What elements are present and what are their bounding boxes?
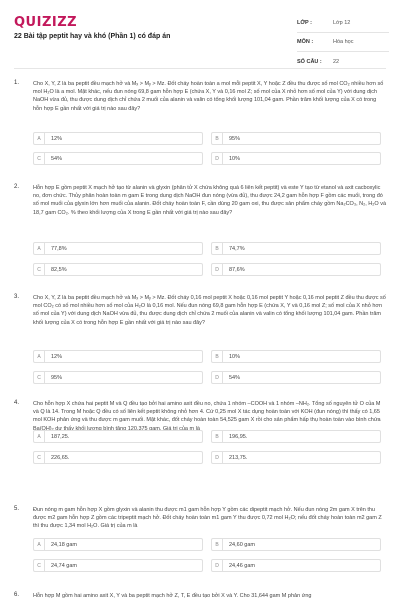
question-text: Hỗn hợp M gồm hai amino axit X, Y và ba peptit mạch hở Z, T, E đều tạo bởi X và Y. Cho 31,644 gam M phản ứng [33, 593, 312, 599]
answer-option-c[interactable] [33, 152, 203, 165]
option-text: 87,6% [229, 266, 245, 273]
answer-option-b[interactable] [211, 132, 381, 145]
option-letter: A [34, 431, 45, 442]
option-text: 213,75. [229, 454, 248, 461]
option-text: 10% [229, 155, 241, 162]
option-letter: B [212, 539, 223, 550]
answer-option-b[interactable] [211, 538, 381, 551]
option-text: 54% [229, 374, 241, 381]
answer-option-c[interactable] [33, 451, 203, 464]
answer-option-b[interactable] [211, 350, 381, 363]
option-text: 95% [51, 374, 63, 381]
option-letter: D [212, 264, 223, 275]
question-number: 3. [14, 294, 20, 300]
option-letter: A [34, 243, 45, 254]
question-number: 6. [14, 592, 20, 598]
answer-option-a[interactable] [33, 132, 203, 145]
meta-label: LỚP : [297, 20, 312, 26]
question-number: 1. [14, 80, 20, 86]
option-text: 74,7% [229, 245, 245, 252]
meta-value: Lớp 12 [333, 20, 351, 26]
question-text: Đun nóng m gam hỗn hợp X gồm glyxin và alanin thu được m1 gam hỗn hợp Y gồm các dipeptit mạch hở. Nếu đun nóng 2m gam X trên thu được m2 gam hỗn hợp Z gồm các tripeptit mạch hở. Đốt cháy hoàn toàn m1 gam Y thu được 0,72 mol H₂O; nếu đốt cháy hoàn toàn m2 gam Z thì thu được 1,34 mol H₂O. Giá trị của m là [33, 507, 382, 530]
option-text: 12% [51, 135, 63, 142]
answer-option-a[interactable] [33, 242, 203, 255]
answer-option-d[interactable] [211, 152, 381, 165]
answer-option-c[interactable] [33, 559, 203, 572]
question-text: Hỗn hợp E gồm peptit X mạch hở tạo từ alanin và glyxin (phân tử X chứa không quá 6 liên kết peptit) và este Y tạo từ etanol và axit cacboxylic no, đơn chức. Thủy phân hoàn toàn m gam E trong dung dịch NaOH đun nóng (vừa đủ), thu được 24,2 gam hỗn hợp F gồm các muối, trong đó số mol muối của glyxin lớn hơn muối của alanin. Đốt cháy hoàn toàn F, cần dùng 20 gam oxi, thu được sản phẩm cháy gồm Na₂CO₃, N₂, H₂O và 18,7 gam CO₂. % theo khối lượng của X trong E gần nhất với giá trị nào sau đây? [33, 185, 387, 216]
option-text: 95% [229, 135, 241, 142]
option-text: 196,95. [229, 433, 248, 440]
answer-option-a[interactable] [33, 430, 203, 443]
answer-option-c[interactable] [33, 371, 203, 384]
answer-option-c[interactable] [33, 263, 203, 276]
option-text: 24,46 gam [229, 562, 255, 569]
option-text: 54% [51, 155, 63, 162]
option-letter: C [34, 153, 45, 164]
answer-option-d[interactable] [211, 263, 381, 276]
option-text: 10% [229, 353, 241, 360]
option-letter: D [212, 153, 223, 164]
meta-label: MÔN : [297, 39, 314, 45]
quizizz-logo: QUIZIZZ [14, 15, 78, 30]
option-text: 226,65. [51, 454, 70, 461]
question-number: 5. [14, 506, 20, 512]
option-letter: A [34, 351, 45, 362]
option-letter: A [34, 539, 45, 550]
question-text: Cho X, Y, Z là ba peptit đều mạch hở và Mₓ > Mᵧ > Mz. Đốt cháy hoàn toàn a mol mỗi peptit X, Y hoặc Z đều thu được số mol CO₂ nhiều hơn số mol H₂O là a mol. Mặt khác, nếu đun nóng 69,8 gam hỗn hợp E (chứa X, Y và 0,16 mol Z; số mol của X nhỏ hơn số mol của Y) với dung dịch NaOH vừa đủ, thu được dung dịch chỉ chứa 2 muối của alanin và valin có tổng khối lượng 101,04 gam. Phần trăm khối lượng của X có trong hỗn hợp E gần nhất với giá trị nào sau đây? [33, 81, 384, 112]
answer-option-a[interactable] [33, 538, 203, 551]
option-letter: C [34, 264, 45, 275]
header-divider [14, 68, 386, 69]
option-letter: B [212, 133, 223, 144]
option-text: 82,5% [51, 266, 67, 273]
option-letter: B [212, 431, 223, 442]
meta-row-class [297, 14, 389, 33]
meta-row-subject [297, 33, 389, 52]
option-text: 24,74 gam [51, 562, 77, 569]
answer-option-d[interactable] [211, 451, 381, 464]
option-text: 24,18 gam [51, 541, 77, 548]
option-letter: A [34, 133, 45, 144]
option-text: 12% [51, 353, 63, 360]
page-title: 22 Bài tập peptit hay và khó (Phần 1) có đáp án [14, 33, 171, 40]
worksheet-meta [297, 14, 389, 71]
meta-value: Hóa học [333, 39, 354, 45]
option-text: 187,25. [51, 433, 70, 440]
answer-option-b[interactable] [211, 430, 381, 443]
option-letter: D [212, 560, 223, 571]
option-letter: D [212, 452, 223, 463]
question-number: 4. [14, 400, 20, 406]
option-letter: D [212, 372, 223, 383]
answer-option-b[interactable] [211, 242, 381, 255]
question-number: 2. [14, 184, 20, 190]
option-letter: B [212, 351, 223, 362]
option-letter: C [34, 560, 45, 571]
answer-option-a[interactable] [33, 350, 203, 363]
option-letter: B [212, 243, 223, 254]
option-text: 77,8% [51, 245, 67, 252]
question-text: Cho X, Y, Z là ba peptit đều mạch hở và Mₓ > Mᵧ > Mz. Đốt cháy 0,16 mol peptit X hoặc 0,16 mol peptit Y hoặc 0,16 mol peptit Z đều thu được số mol CO₂ có số mol nhiều hơn số mol của H₂O là 0,16 mol. Nếu đun nóng 69,8 gam hỗn hợp E (chứa X, Y và 0,16 mol Z; số mol của X nhỏ hơn số mol của Y) với dung dịch NaOH vừa đủ, thu được dung dịch chỉ chứa 2 muối của alanin và valin có tổng khối lượng 101,04 gam. Phần trăm khối lượng của X có trong hỗn hợp E gần nhất với giá trị nào sau đây? [33, 295, 386, 326]
option-text: 24,60 gam [229, 541, 255, 548]
answer-option-d[interactable] [211, 559, 381, 572]
meta-value: 22 [333, 58, 340, 65]
meta-label: SỐ CÂU : [297, 58, 322, 65]
answer-option-d[interactable] [211, 371, 381, 384]
question-text: Cho hỗn hợp X chứa hai peptit M và Q đều tạo bởi hai amino axit đều no, chứa 1 nhóm –COOH và 1 nhóm –NH₂. Tổng số nguyên tử O của M và Q là 14. Trong M hoặc Q đều có số liên kết peptit không nhỏ hơn 4. Cứ 0,25 mol X tác dụng hoàn toàn với KOH (đun nóng) thì thấy có 1,65 mol KOH phản ứng và thu được m gam muối. Mặt khác, đốt cháy hoàn toàn 54,525 gam X rồi cho sản phẩm hấp thụ hoàn toàn vào bình chứa Ba(OH)₂ dư thấy khối lượng bình tăng 120,375 gam. Giá trị của m là [33, 401, 381, 432]
option-letter: C [34, 452, 45, 463]
option-letter: C [34, 372, 45, 383]
worksheet-header [0, 0, 400, 68]
